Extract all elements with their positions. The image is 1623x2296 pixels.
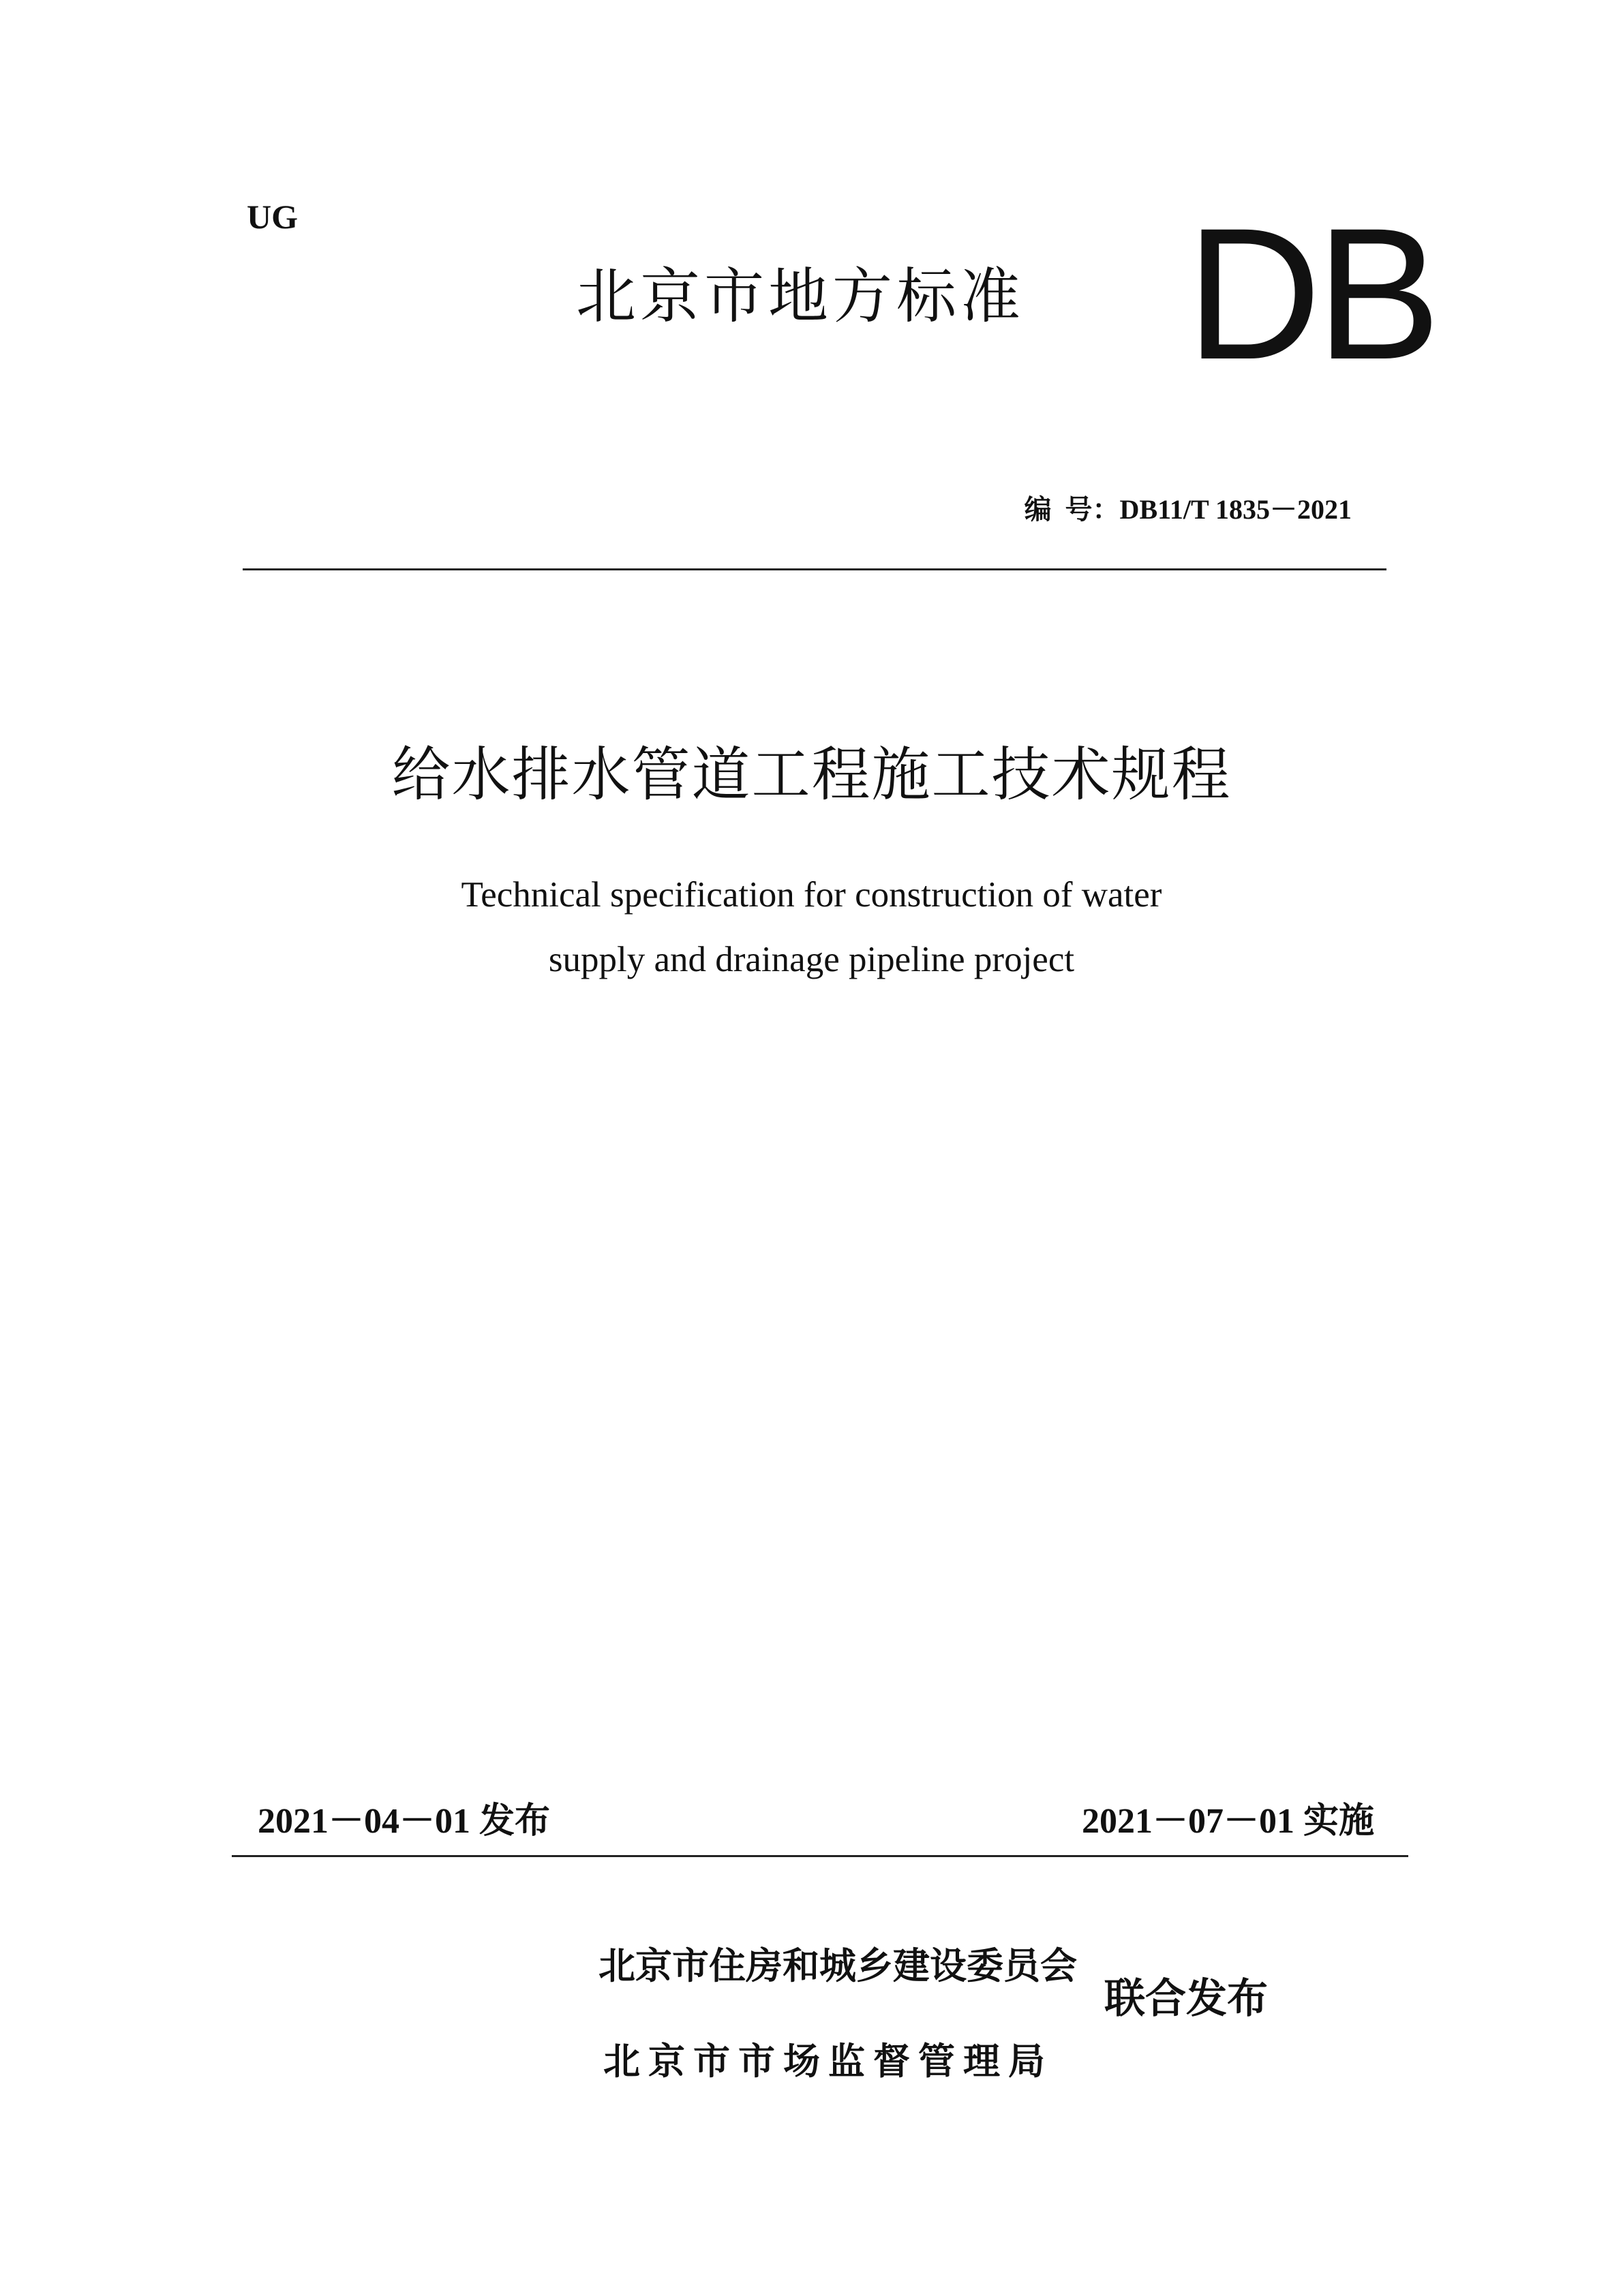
- document-title-english-line-1: Technical specification for construction of water: [461, 875, 1162, 915]
- bottom-divider: [232, 1855, 1408, 1857]
- document-title-chinese: 给水排水管道工程施工技术规程: [391, 741, 1232, 809]
- document-title-english-line-2: supply and drainage pipeline project: [548, 940, 1075, 979]
- issue-date: 2021－04－01 发布: [258, 1802, 551, 1841]
- standard-number: 编 号：DB11/T 1835－2021: [1024, 494, 1352, 525]
- implementation-date: 2021－07－01 实施: [1081, 1802, 1374, 1841]
- joint-release-label: 联合发布: [1104, 1975, 1268, 2023]
- issuing-authority-2: 北京市市场监督管理局: [603, 2040, 1053, 2083]
- issuing-authority-1: 北京市住房和城乡建设委员会: [598, 1944, 1077, 1987]
- top-divider: [243, 568, 1386, 570]
- standard-logo: DB: [1186, 189, 1436, 399]
- classification-code: UG: [247, 198, 298, 236]
- standard-type-heading: 北京市地方标准: [576, 261, 1025, 331]
